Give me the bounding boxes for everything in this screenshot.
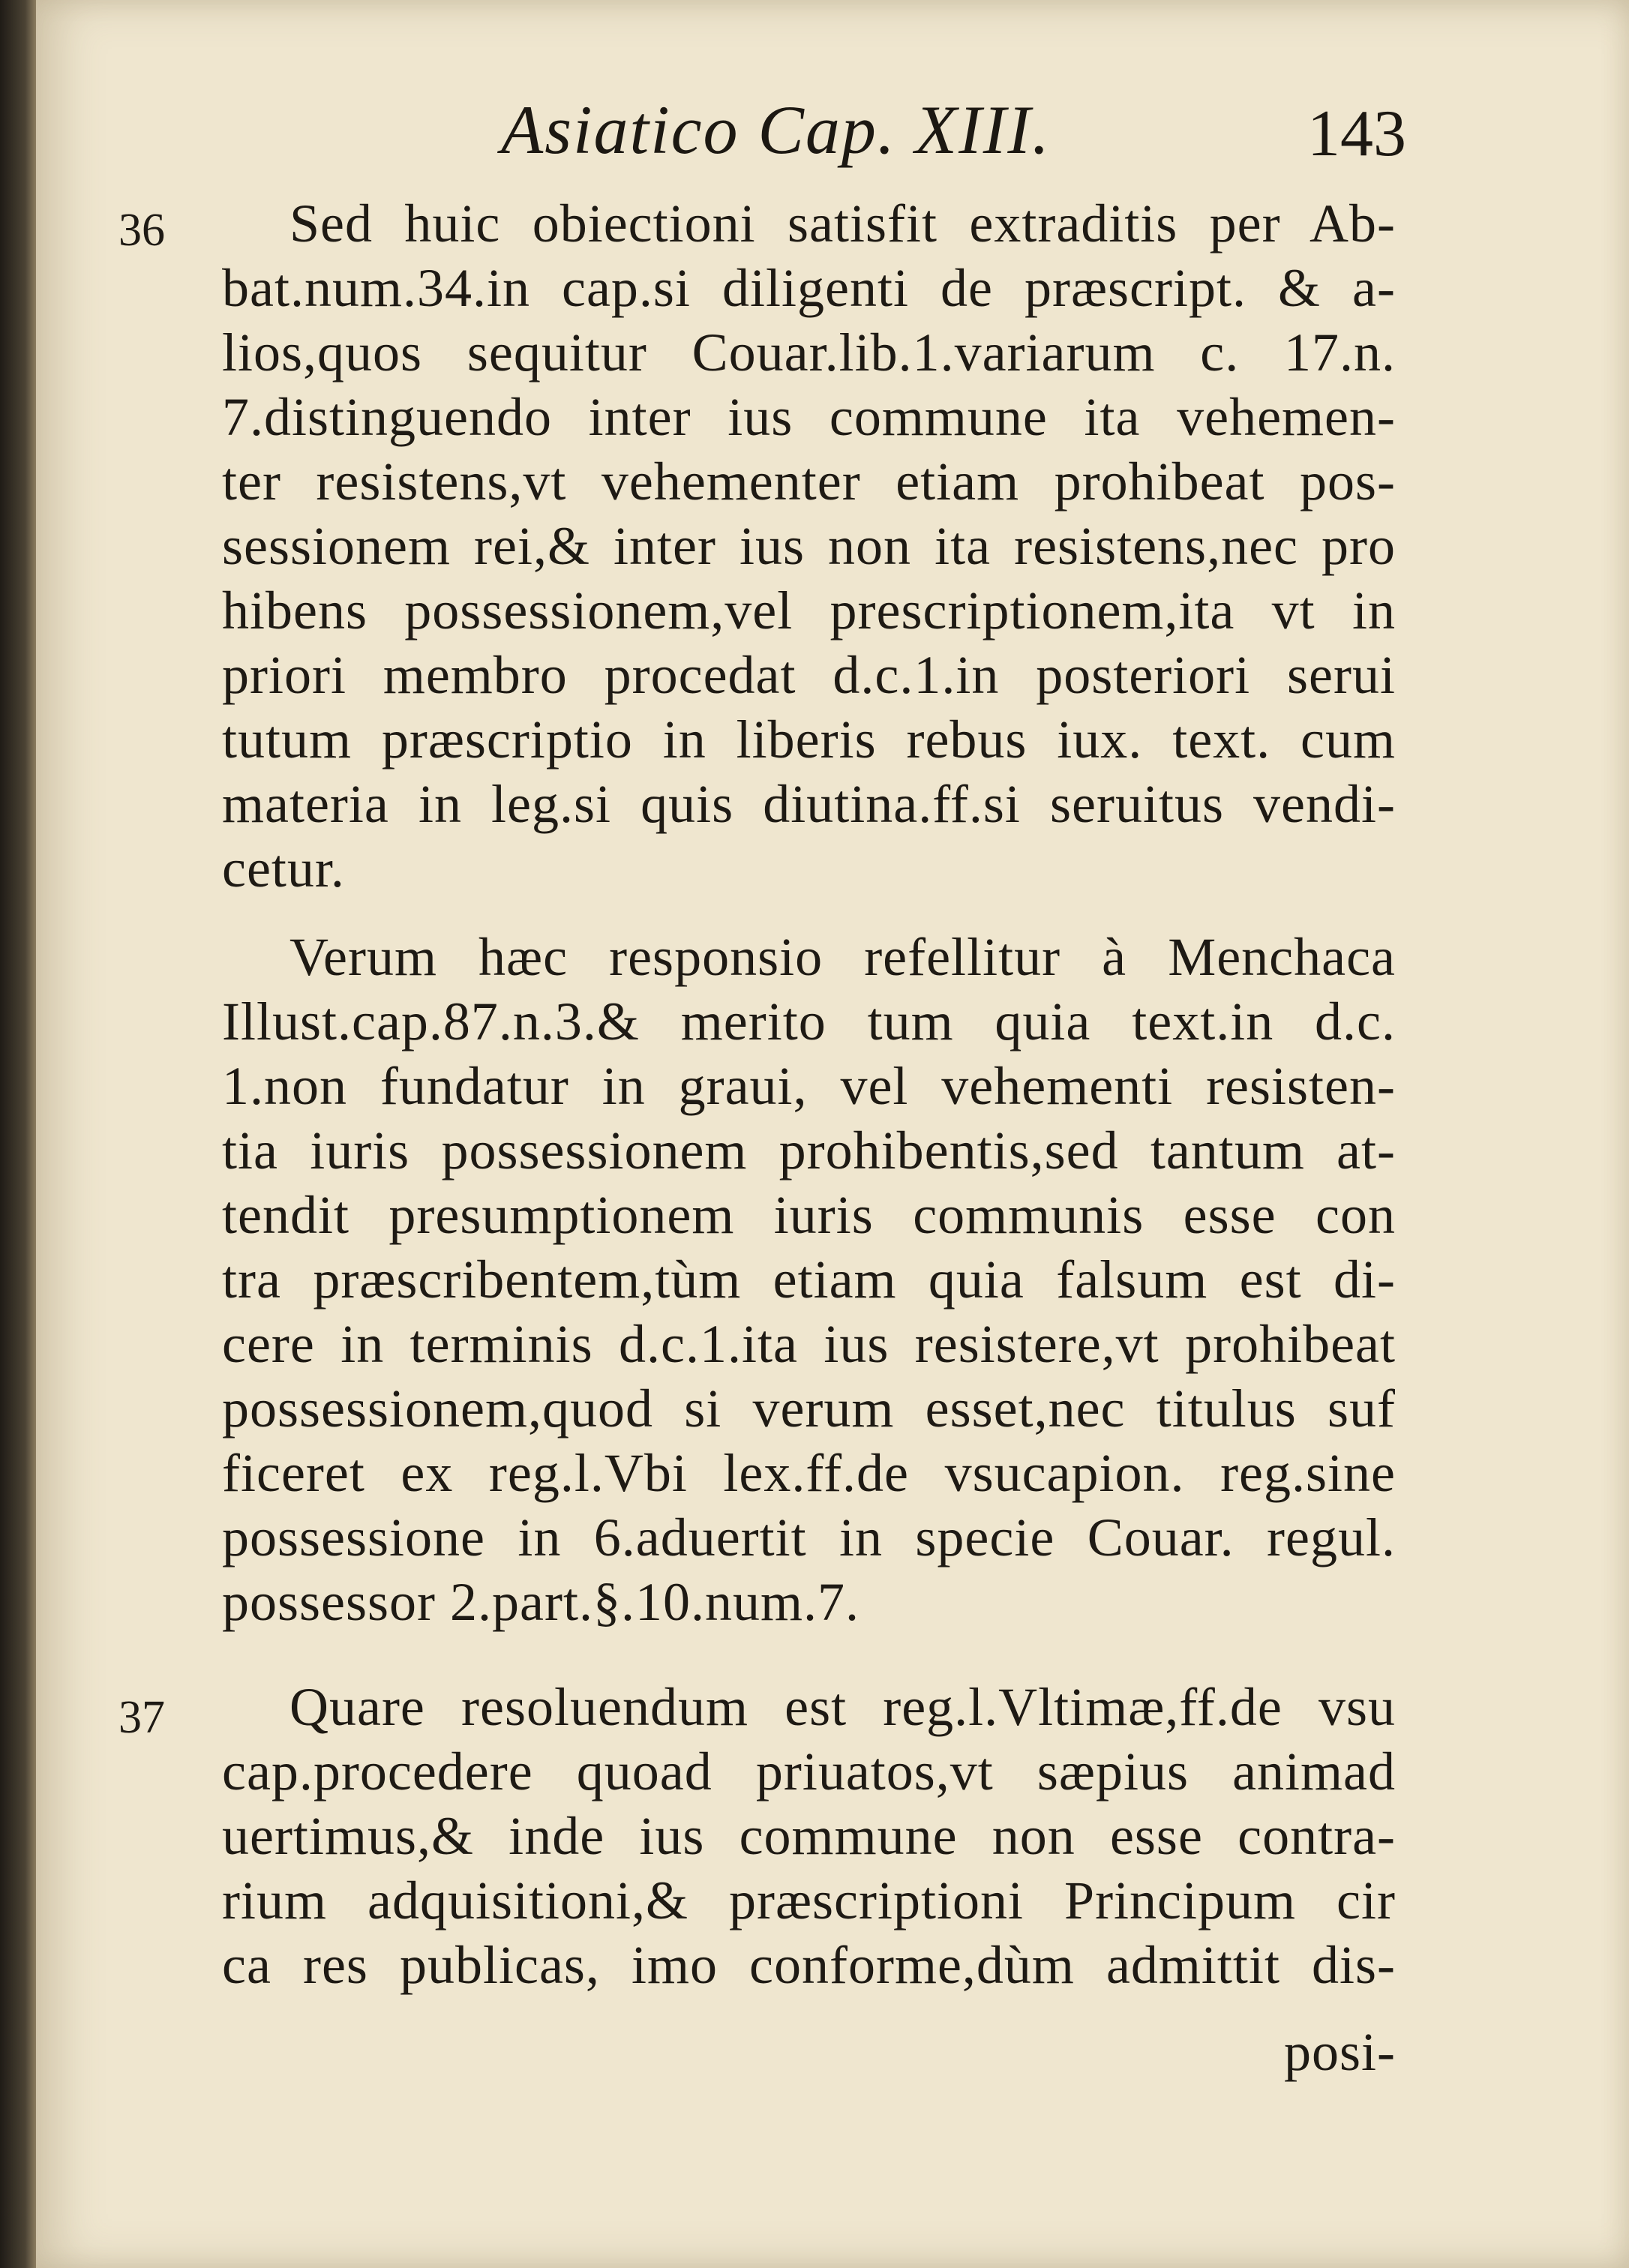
text-line: possessor 2.part.§.10.num.7. [222, 1572, 860, 1632]
text-line: ter resistens,vt vehementer etiam prohibeat pos- [222, 452, 1396, 512]
text-line: cap.procedere quoad priuatos,vt sæpius animad [222, 1742, 1396, 1802]
text-line: rium adquisitioni,& præscriptioni Principum cir [222, 1870, 1396, 1930]
text-line: cetur. [222, 838, 345, 898]
text-line: possessione in 6.aduertit in specie Couar. regul. [222, 1508, 1396, 1568]
text-line: 1.non fundatur in graui, vel vehementi resisten- [222, 1056, 1396, 1116]
text-line: possessionem,quod si verum esset,nec titulus suf [222, 1378, 1396, 1438]
text-line: materia in leg.si quis diutina.ff.si seruitus vendi- [222, 774, 1396, 834]
running-title: Asiatico Cap. XIII. [501, 92, 1051, 168]
text-line: Sed huic obiectioni satisfit extraditis per Ab- [290, 194, 1396, 254]
book-spine-edge [0, 0, 36, 2268]
text-line: Illust.cap.87.n.3.& merito tum quia text.in d.c. [222, 992, 1396, 1052]
text-line: ca res publicas, imo conforme,dùm admittit dis- [222, 1935, 1396, 1995]
text-line: ficeret ex reg.l.Vbi lex.ff.de vsucapion. reg.sine [222, 1443, 1396, 1503]
page-number: 143 [1307, 98, 1406, 170]
text-line: sessionem rei,& inter ius non ita resistens,nec pro [222, 516, 1396, 576]
text-line: tutum præscriptio in liberis rebus iux. text. cum [222, 710, 1396, 770]
text-line: uertimus,& inde ius commune non esse contra- [222, 1806, 1396, 1866]
catchword: posi- [1284, 2022, 1396, 2082]
text-line: lios,quos sequitur Couar.lib.1.variarum c. 17.n. [222, 322, 1396, 382]
text-line: cere in terminis d.c.1.ita ius resistere,vt prohibeat [222, 1314, 1396, 1374]
text-line: tra præscribentem,tùm etiam quia falsum est di- [222, 1250, 1396, 1310]
book-page [36, 0, 1629, 2268]
text-line: Quare resoluendum est reg.l.Vltimæ,ff.de vsu [290, 1677, 1396, 1737]
text-line: priori membro procedat d.c.1.in posteriori serui [222, 645, 1396, 705]
text-line: 7.distinguendo inter ius commune ita vehemen- [222, 387, 1396, 447]
text-line: tendit presumptionem iuris communis esse con [222, 1185, 1396, 1245]
text-line: bat.num.34.in cap.si diligenti de præscript. & a- [222, 258, 1396, 318]
text-line: tia iuris possessionem prohibentis,sed tantum at- [222, 1120, 1396, 1180]
margin-number-37: 37 [118, 1692, 165, 1743]
text-line: hibens possessionem,vel prescriptionem,ita vt in [222, 580, 1396, 640]
margin-number-36: 36 [118, 205, 165, 256]
text-line: Verum hæc responsio refellitur à Menchaca [290, 927, 1396, 987]
